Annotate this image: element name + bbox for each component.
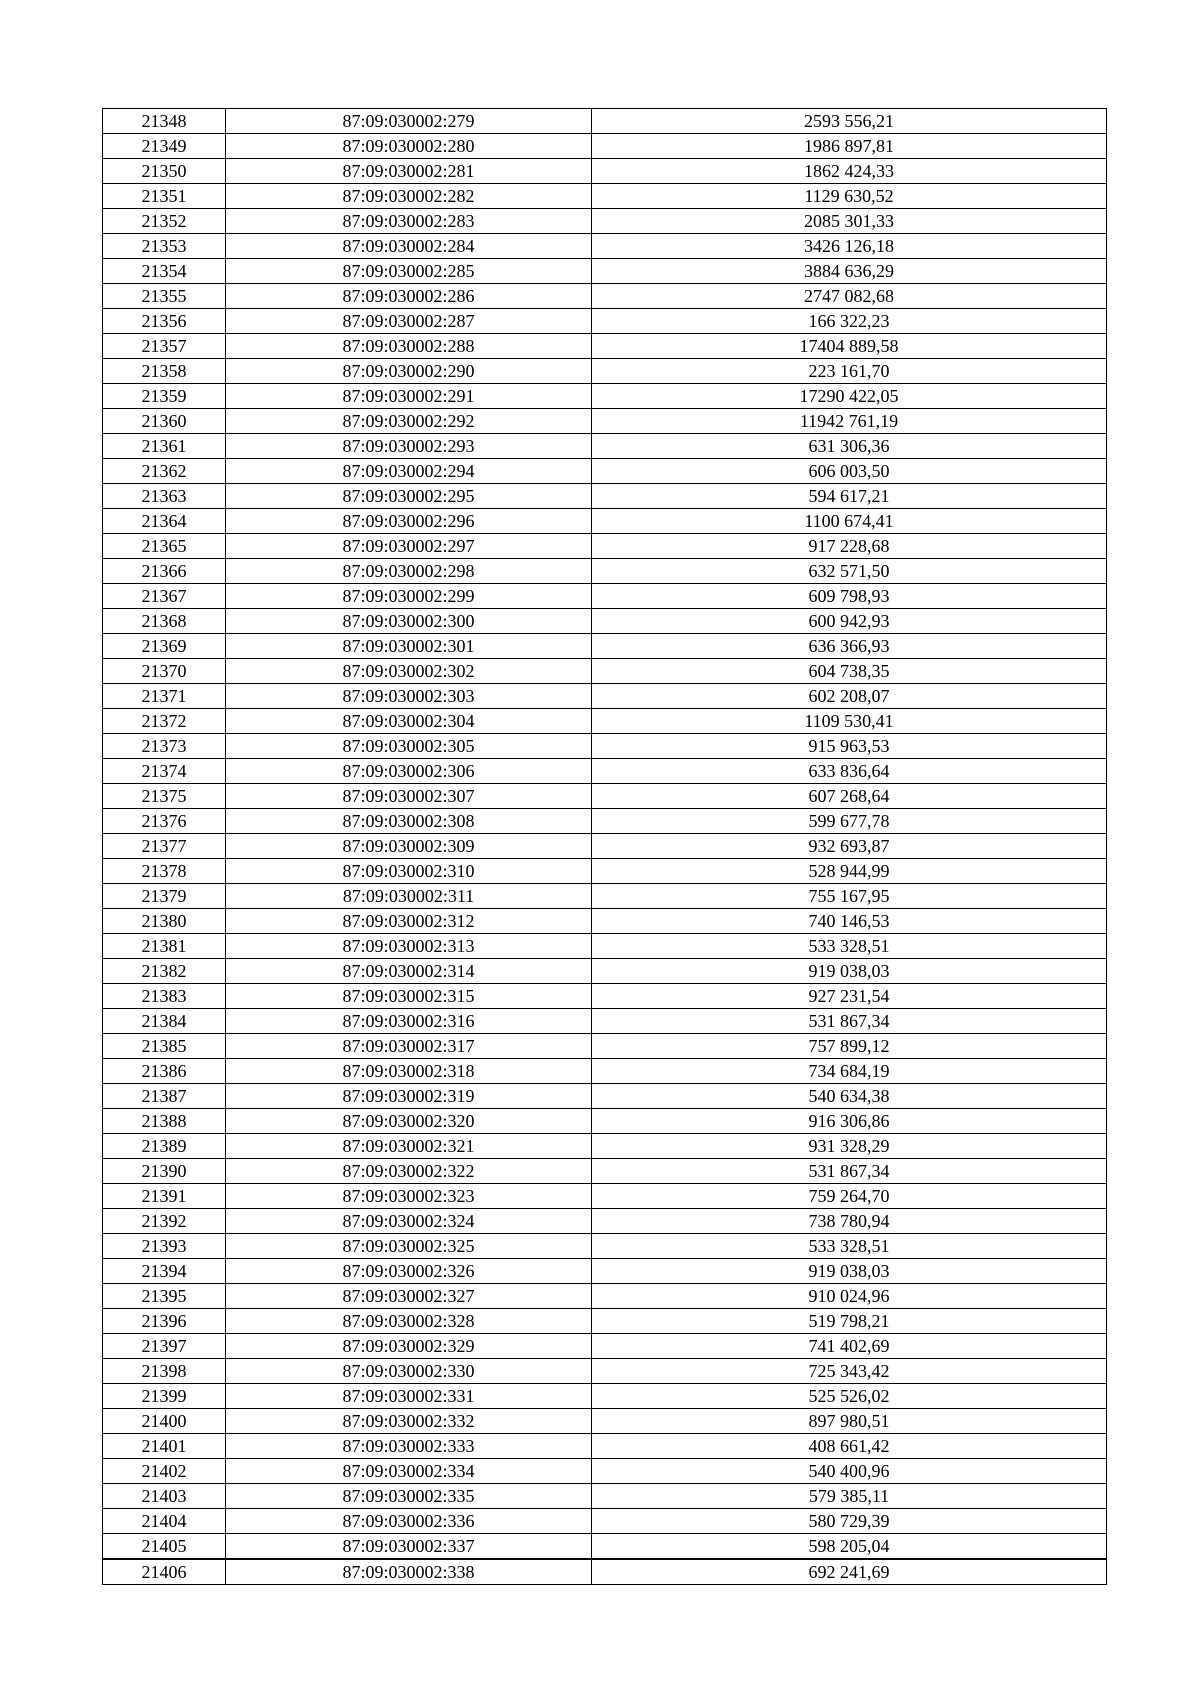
cadastral-value-table [102,108,1107,1585]
row-number-cell: 21363 [103,484,226,509]
cadastral-value-cell: 917 228,68 [592,534,1107,559]
cadastral-value-cell: 580 729,39 [592,1509,1107,1534]
cadastral-number-cell: 87:09:030002:279 [226,109,592,134]
table-row [103,1234,1107,1259]
row-number-cell: 21348 [103,109,226,134]
row-number-cell: 21389 [103,1134,226,1159]
cadastral-number-cell: 87:09:030002:282 [226,184,592,209]
table-row [103,1559,1107,1585]
table-row [103,834,1107,859]
cadastral-number-cell: 87:09:030002:318 [226,1059,592,1084]
table-row [103,1259,1107,1284]
row-number-cell: 21385 [103,1034,226,1059]
row-number-cell: 21388 [103,1109,226,1134]
row-number-cell: 21352 [103,209,226,234]
table-row [103,1034,1107,1059]
cadastral-value-cell: 11942 761,19 [592,409,1107,434]
cadastral-number-cell: 87:09:030002:330 [226,1359,592,1384]
row-number-cell: 21386 [103,1059,226,1084]
row-number-cell: 21368 [103,609,226,634]
table-row [103,1434,1107,1459]
cadastral-value-cell: 632 571,50 [592,559,1107,584]
row-number-cell: 21393 [103,1234,226,1259]
cadastral-number-cell: 87:09:030002:326 [226,1259,592,1284]
cadastral-value-cell: 931 328,29 [592,1134,1107,1159]
table-row [103,634,1107,659]
row-number-cell: 21377 [103,834,226,859]
row-number-cell: 21401 [103,1434,226,1459]
table-row [103,509,1107,534]
table-row [103,909,1107,934]
row-number-cell: 21378 [103,859,226,884]
table-row [103,134,1107,159]
cadastral-value-cell: 2593 556,21 [592,109,1107,134]
table-row [103,1534,1107,1560]
table-row [103,709,1107,734]
cadastral-value-cell: 919 038,03 [592,1259,1107,1284]
cadastral-value-cell: 2085 301,33 [592,209,1107,234]
table-row [103,734,1107,759]
table-row [103,284,1107,309]
cadastral-value-cell: 533 328,51 [592,1234,1107,1259]
row-number-cell: 21379 [103,884,226,909]
row-number-cell: 21365 [103,534,226,559]
cadastral-number-cell: 87:09:030002:315 [226,984,592,1009]
cadastral-number-cell: 87:09:030002:323 [226,1184,592,1209]
cadastral-number-cell: 87:09:030002:331 [226,1384,592,1409]
cadastral-number-cell: 87:09:030002:283 [226,209,592,234]
table-row [103,559,1107,584]
row-number-cell: 21370 [103,659,226,684]
cadastral-number-cell: 87:09:030002:303 [226,684,592,709]
table-row [103,884,1107,909]
cadastral-value-cell: 633 836,64 [592,759,1107,784]
table-row [103,484,1107,509]
cadastral-number-cell: 87:09:030002:327 [226,1284,592,1309]
table-row [103,1509,1107,1534]
row-number-cell: 21351 [103,184,226,209]
row-number-cell: 21375 [103,784,226,809]
cadastral-number-cell: 87:09:030002:306 [226,759,592,784]
table-row [103,109,1107,134]
cadastral-value-cell: 606 003,50 [592,459,1107,484]
cadastral-number-cell: 87:09:030002:296 [226,509,592,534]
row-number-cell: 21382 [103,959,226,984]
table-row [103,934,1107,959]
cadastral-value-cell: 759 264,70 [592,1184,1107,1209]
row-number-cell: 21392 [103,1209,226,1234]
cadastral-value-cell: 740 146,53 [592,909,1107,934]
row-number-cell: 21396 [103,1309,226,1334]
cadastral-value-cell: 757 899,12 [592,1034,1107,1059]
cadastral-number-cell: 87:09:030002:320 [226,1109,592,1134]
cadastral-number-cell: 87:09:030002:304 [226,709,592,734]
table-row [103,1484,1107,1509]
cadastral-value-cell: 910 024,96 [592,1284,1107,1309]
cadastral-number-cell: 87:09:030002:298 [226,559,592,584]
cadastral-value-cell: 734 684,19 [592,1059,1107,1084]
table-row [103,1184,1107,1209]
table-row [103,1209,1107,1234]
row-number-cell: 21387 [103,1084,226,1109]
table-row [103,1134,1107,1159]
table-row [103,359,1107,384]
cadastral-number-cell: 87:09:030002:284 [226,234,592,259]
row-number-cell: 21374 [103,759,226,784]
cadastral-number-cell: 87:09:030002:322 [226,1159,592,1184]
table-row [103,1159,1107,1184]
table-row [103,809,1107,834]
table-row [103,184,1107,209]
table-row [103,209,1107,234]
cadastral-number-cell: 87:09:030002:311 [226,884,592,909]
cadastral-number-cell: 87:09:030002:312 [226,909,592,934]
cadastral-value-cell: 919 038,03 [592,959,1107,984]
table-row [103,159,1107,184]
cadastral-number-cell: 87:09:030002:338 [226,1559,592,1585]
cadastral-number-cell: 87:09:030002:317 [226,1034,592,1059]
row-number-cell: 21400 [103,1409,226,1434]
row-number-cell: 21391 [103,1184,226,1209]
cadastral-number-cell: 87:09:030002:328 [226,1309,592,1334]
cadastral-value-cell: 533 328,51 [592,934,1107,959]
table-row [103,759,1107,784]
cadastral-value-cell: 1100 674,41 [592,509,1107,534]
table-body [103,109,1107,1585]
table-row [103,1384,1107,1409]
table-row [103,1359,1107,1384]
row-number-cell: 21369 [103,634,226,659]
cadastral-number-cell: 87:09:030002:324 [226,1209,592,1234]
row-number-cell: 21362 [103,459,226,484]
cadastral-number-cell: 87:09:030002:325 [226,1234,592,1259]
cadastral-value-cell: 519 798,21 [592,1309,1107,1334]
cadastral-value-cell: 636 366,93 [592,634,1107,659]
cadastral-number-cell: 87:09:030002:314 [226,959,592,984]
row-number-cell: 21359 [103,384,226,409]
row-number-cell: 21364 [103,509,226,534]
table-row [103,234,1107,259]
cadastral-number-cell: 87:09:030002:287 [226,309,592,334]
cadastral-value-cell: 17404 889,58 [592,334,1107,359]
cadastral-number-cell: 87:09:030002:307 [226,784,592,809]
table-row [103,409,1107,434]
row-number-cell: 21394 [103,1259,226,1284]
row-number-cell: 21376 [103,809,226,834]
table-row [103,1009,1107,1034]
row-number-cell: 21399 [103,1384,226,1409]
table-row [103,434,1107,459]
cadastral-number-cell: 87:09:030002:300 [226,609,592,634]
row-number-cell: 21380 [103,909,226,934]
cadastral-value-cell: 600 942,93 [592,609,1107,634]
table-row [103,259,1107,284]
table-row [103,859,1107,884]
cadastral-number-cell: 87:09:030002:285 [226,259,592,284]
cadastral-number-cell: 87:09:030002:280 [226,134,592,159]
cadastral-number-cell: 87:09:030002:321 [226,1134,592,1159]
cadastral-number-cell: 87:09:030002:281 [226,159,592,184]
cadastral-value-cell: 607 268,64 [592,784,1107,809]
cadastral-value-cell: 2747 082,68 [592,284,1107,309]
cadastral-value-cell: 17290 422,05 [592,384,1107,409]
table-row [103,309,1107,334]
row-number-cell: 21361 [103,434,226,459]
cadastral-value-cell: 915 963,53 [592,734,1107,759]
row-number-cell: 21397 [103,1334,226,1359]
cadastral-number-cell: 87:09:030002:310 [226,859,592,884]
cadastral-number-cell: 87:09:030002:329 [226,1334,592,1359]
cadastral-number-cell: 87:09:030002:319 [226,1084,592,1109]
row-number-cell: 21406 [103,1559,226,1585]
cadastral-value-cell: 531 867,34 [592,1009,1107,1034]
cadastral-number-cell: 87:09:030002:305 [226,734,592,759]
table-row [103,534,1107,559]
cadastral-value-cell: 631 306,36 [592,434,1107,459]
cadastral-number-cell: 87:09:030002:313 [226,934,592,959]
table-row [103,1284,1107,1309]
table-row [103,1084,1107,1109]
cadastral-value-cell: 525 526,02 [592,1384,1107,1409]
cadastral-value-cell: 609 798,93 [592,584,1107,609]
table-row [103,984,1107,1009]
cadastral-value-cell: 916 306,86 [592,1109,1107,1134]
cadastral-number-cell: 87:09:030002:301 [226,634,592,659]
table-row [103,384,1107,409]
cadastral-number-cell: 87:09:030002:294 [226,459,592,484]
table-row [103,459,1107,484]
row-number-cell: 21358 [103,359,226,384]
cadastral-value-cell: 602 208,07 [592,684,1107,709]
cadastral-value-cell: 1129 630,52 [592,184,1107,209]
cadastral-number-cell: 87:09:030002:302 [226,659,592,684]
cadastral-number-cell: 87:09:030002:332 [226,1409,592,1434]
cadastral-value-cell: 540 634,38 [592,1084,1107,1109]
cadastral-number-cell: 87:09:030002:335 [226,1484,592,1509]
cadastral-value-cell: 579 385,11 [592,1484,1107,1509]
table-row [103,1409,1107,1434]
table-row [103,659,1107,684]
cadastral-number-cell: 87:09:030002:336 [226,1509,592,1534]
row-number-cell: 21349 [103,134,226,159]
table-row [103,959,1107,984]
row-number-cell: 21383 [103,984,226,1009]
cadastral-number-cell: 87:09:030002:337 [226,1534,592,1560]
row-number-cell: 21350 [103,159,226,184]
row-number-cell: 21403 [103,1484,226,1509]
cadastral-value-cell: 897 980,51 [592,1409,1107,1434]
table-row [103,609,1107,634]
cadastral-value-cell: 540 400,96 [592,1459,1107,1484]
table-row [103,1309,1107,1334]
cadastral-value-cell: 755 167,95 [592,884,1107,909]
row-number-cell: 21390 [103,1159,226,1184]
cadastral-value-cell: 599 677,78 [592,809,1107,834]
cadastral-value-cell: 725 343,42 [592,1359,1107,1384]
cadastral-number-cell: 87:09:030002:309 [226,834,592,859]
row-number-cell: 21357 [103,334,226,359]
cadastral-number-cell: 87:09:030002:297 [226,534,592,559]
cadastral-number-cell: 87:09:030002:291 [226,384,592,409]
row-number-cell: 21371 [103,684,226,709]
cadastral-number-cell: 87:09:030002:299 [226,584,592,609]
row-number-cell: 21356 [103,309,226,334]
cadastral-value-cell: 166 322,23 [592,309,1107,334]
cadastral-value-cell: 927 231,54 [592,984,1107,1009]
cadastral-value-cell: 1109 530,41 [592,709,1107,734]
cadastral-value-cell: 692 241,69 [592,1559,1107,1585]
cadastral-number-cell: 87:09:030002:292 [226,409,592,434]
row-number-cell: 21405 [103,1534,226,1560]
row-number-cell: 21354 [103,259,226,284]
row-number-cell: 21372 [103,709,226,734]
cadastral-number-cell: 87:09:030002:290 [226,359,592,384]
cadastral-value-cell: 531 867,34 [592,1159,1107,1184]
cadastral-number-cell: 87:09:030002:293 [226,434,592,459]
row-number-cell: 21373 [103,734,226,759]
table-row [103,334,1107,359]
cadastral-value-cell: 223 161,70 [592,359,1107,384]
row-number-cell: 21360 [103,409,226,434]
cadastral-value-cell: 3884 636,29 [592,259,1107,284]
row-number-cell: 21367 [103,584,226,609]
cadastral-value-cell: 594 617,21 [592,484,1107,509]
cadastral-value-cell: 1862 424,33 [592,159,1107,184]
table-row [103,684,1107,709]
row-number-cell: 21395 [103,1284,226,1309]
cadastral-value-cell: 604 738,35 [592,659,1107,684]
cadastral-number-cell: 87:09:030002:295 [226,484,592,509]
cadastral-value-cell: 1986 897,81 [592,134,1107,159]
cadastral-number-cell: 87:09:030002:308 [226,809,592,834]
table-row [103,784,1107,809]
row-number-cell: 21402 [103,1459,226,1484]
table-row [103,584,1107,609]
row-number-cell: 21384 [103,1009,226,1034]
table-row [103,1459,1107,1484]
cadastral-value-cell: 528 944,99 [592,859,1107,884]
cadastral-number-cell: 87:09:030002:333 [226,1434,592,1459]
cadastral-value-cell: 3426 126,18 [592,234,1107,259]
row-number-cell: 21355 [103,284,226,309]
cadastral-value-cell: 598 205,04 [592,1534,1107,1560]
cadastral-value-cell: 408 661,42 [592,1434,1107,1459]
cadastral-value-cell: 741 402,69 [592,1334,1107,1359]
table-row [103,1334,1107,1359]
row-number-cell: 21381 [103,934,226,959]
row-number-cell: 21404 [103,1509,226,1534]
table-row [103,1059,1107,1084]
table-row [103,1109,1107,1134]
cadastral-number-cell: 87:09:030002:286 [226,284,592,309]
row-number-cell: 21353 [103,234,226,259]
cadastral-number-cell: 87:09:030002:316 [226,1009,592,1034]
cadastral-number-cell: 87:09:030002:334 [226,1459,592,1484]
cadastral-number-cell: 87:09:030002:288 [226,334,592,359]
row-number-cell: 21366 [103,559,226,584]
row-number-cell: 21398 [103,1359,226,1384]
cadastral-value-cell: 932 693,87 [592,834,1107,859]
cadastral-value-cell: 738 780,94 [592,1209,1107,1234]
